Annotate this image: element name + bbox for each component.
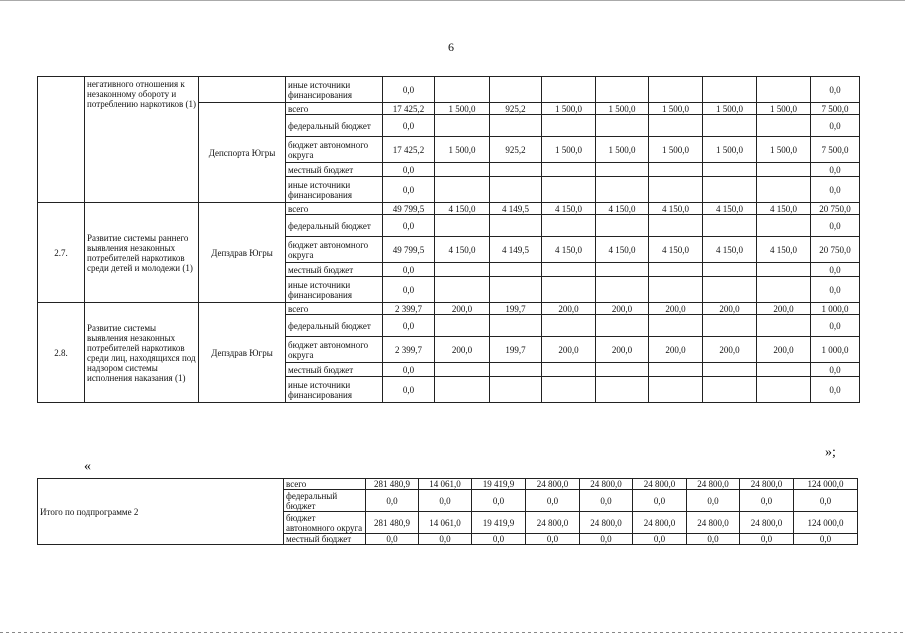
amount-cell: 200,0 — [757, 337, 811, 363]
amount-cell — [596, 115, 649, 137]
amount-cell: 14 061,0 — [419, 512, 472, 534]
item-number: 2.7. — [38, 203, 85, 303]
amount-cell: 0,0 — [419, 490, 472, 512]
amount-cell — [757, 215, 811, 237]
amount-cell: 24 800,0 — [633, 479, 687, 490]
amount-cell: 4 150,0 — [649, 203, 703, 215]
table-row — [38, 77, 860, 103]
funding-source: местный бюджет — [286, 163, 383, 177]
amount-cell — [542, 363, 596, 377]
amount-cell: 0,0 — [811, 315, 860, 337]
amount-cell: 4 150,0 — [703, 203, 757, 215]
amount-cell: 24 800,0 — [526, 479, 580, 490]
page-number: 6 — [448, 40, 454, 54]
amount-cell — [703, 115, 757, 137]
amount-cell — [490, 315, 542, 337]
amount-cell — [703, 363, 757, 377]
amount-cell — [649, 163, 703, 177]
amount-cell — [649, 377, 703, 403]
amount-cell — [757, 115, 811, 137]
amount-cell — [490, 277, 542, 303]
amount-cell: 200,0 — [542, 337, 596, 363]
amount-cell: 0,0 — [811, 263, 860, 277]
amount-cell: 0,0 — [580, 534, 633, 545]
amount-cell — [757, 315, 811, 337]
amount-cell: 124 000,0 — [794, 512, 858, 534]
close-quote-mark: »; — [825, 445, 836, 460]
amount-cell: 4 150,0 — [649, 237, 703, 263]
amount-cell: 19 419,9 — [472, 512, 526, 534]
amount-cell — [542, 263, 596, 277]
funding-source: иные источники финансирования — [286, 277, 383, 303]
amount-cell: 4 150,0 — [757, 203, 811, 215]
amount-cell: 0,0 — [383, 377, 435, 403]
amount-cell — [757, 77, 811, 103]
item-number — [38, 77, 85, 203]
amount-cell — [757, 177, 811, 203]
amount-cell — [703, 77, 757, 103]
amount-cell: 49 799,5 — [383, 203, 435, 215]
amount-cell — [596, 263, 649, 277]
amount-cell: 0,0 — [383, 263, 435, 277]
amount-cell: 200,0 — [703, 337, 757, 363]
funding-source: бюджет автономного округа — [286, 337, 383, 363]
amount-cell — [596, 363, 649, 377]
amount-cell — [703, 315, 757, 337]
amount-cell — [757, 263, 811, 277]
amount-cell: 0,0 — [811, 363, 860, 377]
amount-cell: 24 800,0 — [740, 512, 794, 534]
amount-cell: 0,0 — [794, 534, 858, 545]
amount-cell — [435, 315, 490, 337]
amount-cell: 4 150,0 — [703, 237, 757, 263]
total-row — [38, 479, 858, 490]
amount-cell: 0,0 — [633, 534, 687, 545]
scan-edge-top — [0, 0, 905, 1]
amount-cell: 17 425,2 — [383, 103, 435, 115]
amount-cell: 1 500,0 — [703, 137, 757, 163]
funding-source: всего — [286, 303, 383, 315]
amount-cell: 1 500,0 — [757, 137, 811, 163]
amount-cell: 0,0 — [687, 490, 740, 512]
amount-cell: 4 150,0 — [435, 237, 490, 263]
funding-source: бюджет автономного округа — [286, 237, 383, 263]
amount-cell: 0,0 — [383, 177, 435, 203]
amount-cell: 200,0 — [542, 303, 596, 315]
amount-cell: 1 500,0 — [596, 103, 649, 115]
amount-cell — [649, 115, 703, 137]
amount-cell: 0,0 — [687, 534, 740, 545]
funding-source: иные источники финансирования — [286, 77, 383, 103]
amount-cell: 4 149,5 — [490, 203, 542, 215]
amount-cell — [649, 363, 703, 377]
amount-cell — [435, 77, 490, 103]
amount-cell — [649, 277, 703, 303]
amount-cell: 0,0 — [472, 534, 526, 545]
amount-cell: 0,0 — [383, 215, 435, 237]
amount-cell: 0,0 — [811, 163, 860, 177]
amount-cell — [435, 263, 490, 277]
amount-cell: 2 399,7 — [383, 303, 435, 315]
amount-cell: 0,0 — [383, 163, 435, 177]
amount-cell: 199,7 — [490, 337, 542, 363]
amount-cell: 0,0 — [366, 534, 419, 545]
amount-cell — [490, 377, 542, 403]
amount-cell: 0,0 — [383, 77, 435, 103]
amount-cell — [757, 163, 811, 177]
amount-cell: 1 500,0 — [649, 137, 703, 163]
total-label: Итого по подпрограмме 2 — [38, 479, 284, 545]
amount-cell: 4 149,5 — [490, 237, 542, 263]
table-row — [38, 303, 860, 315]
amount-cell — [596, 163, 649, 177]
amount-cell — [490, 177, 542, 203]
amount-cell: 2 399,7 — [383, 337, 435, 363]
amount-cell — [490, 363, 542, 377]
funding-source: всего — [286, 103, 383, 115]
funding-source: местный бюджет — [286, 263, 383, 277]
amount-cell: 0,0 — [526, 490, 580, 512]
amount-cell — [542, 315, 596, 337]
amount-cell: 1 500,0 — [596, 137, 649, 163]
funding-source: иные источники финансирования — [286, 377, 383, 403]
amount-cell: 24 800,0 — [633, 512, 687, 534]
amount-cell: 0,0 — [383, 277, 435, 303]
amount-cell — [542, 215, 596, 237]
amount-cell: 200,0 — [703, 303, 757, 315]
amount-cell — [703, 263, 757, 277]
amount-cell: 0,0 — [811, 377, 860, 403]
amount-cell: 4 150,0 — [757, 237, 811, 263]
amount-cell: 0,0 — [633, 490, 687, 512]
amount-cell — [703, 215, 757, 237]
executor-cell-prev — [199, 77, 286, 103]
funding-source: иные источники финансирования — [286, 177, 383, 203]
amount-cell: 20 750,0 — [811, 237, 860, 263]
amount-cell: 0,0 — [740, 534, 794, 545]
amount-cell — [435, 377, 490, 403]
open-quote-mark: « — [84, 459, 91, 474]
amount-cell: 4 150,0 — [596, 203, 649, 215]
amount-cell — [757, 277, 811, 303]
amount-cell: 200,0 — [596, 337, 649, 363]
amount-cell: 14 061,0 — [419, 479, 472, 490]
amount-cell — [596, 315, 649, 337]
amount-cell: 4 150,0 — [542, 203, 596, 215]
amount-cell: 200,0 — [435, 303, 490, 315]
program-table — [37, 76, 860, 403]
amount-cell — [596, 177, 649, 203]
funding-source: всего — [284, 479, 366, 490]
amount-cell: 0,0 — [811, 215, 860, 237]
funding-source: федеральный бюджет — [286, 215, 383, 237]
amount-cell — [596, 215, 649, 237]
item-objective: Развитие системы раннего выявления незаконных потребителей наркотиков среди детей и молодежи (1) — [85, 203, 199, 303]
amount-cell: 0,0 — [383, 363, 435, 377]
executor-name: Депздрав Югры — [199, 303, 286, 403]
amount-cell — [490, 215, 542, 237]
amount-cell: 1 500,0 — [435, 103, 490, 115]
table-row — [38, 203, 860, 215]
amount-cell: 0,0 — [580, 490, 633, 512]
amount-cell: 0,0 — [811, 115, 860, 137]
amount-cell — [703, 377, 757, 403]
amount-cell: 1 500,0 — [435, 137, 490, 163]
amount-cell — [703, 163, 757, 177]
amount-cell — [542, 77, 596, 103]
amount-cell — [649, 315, 703, 337]
amount-cell — [757, 377, 811, 403]
amount-cell: 0,0 — [383, 315, 435, 337]
amount-cell: 200,0 — [435, 337, 490, 363]
amount-cell — [435, 215, 490, 237]
amount-cell: 124 000,0 — [794, 479, 858, 490]
amount-cell: 0,0 — [472, 490, 526, 512]
amount-cell: 4 150,0 — [435, 203, 490, 215]
executor-name: Депспорта Югры — [199, 103, 286, 203]
amount-cell: 281 480,9 — [366, 479, 419, 490]
amount-cell — [490, 163, 542, 177]
amount-cell: 0,0 — [811, 277, 860, 303]
amount-cell — [542, 177, 596, 203]
amount-cell: 0,0 — [794, 490, 858, 512]
amount-cell: 1 500,0 — [542, 137, 596, 163]
funding-source: федеральный бюджет — [286, 315, 383, 337]
amount-cell — [757, 363, 811, 377]
amount-cell — [649, 77, 703, 103]
amount-cell: 7 500,0 — [811, 137, 860, 163]
amount-cell: 24 800,0 — [526, 512, 580, 534]
amount-cell — [435, 277, 490, 303]
amount-cell — [596, 377, 649, 403]
amount-cell: 4 150,0 — [542, 237, 596, 263]
amount-cell: 1 500,0 — [703, 103, 757, 115]
item-objective: негативного отношения к незаконному обороту и потреблению наркотиков (1) — [85, 77, 199, 203]
amount-cell: 4 150,0 — [596, 237, 649, 263]
amount-cell: 0,0 — [366, 490, 419, 512]
amount-cell — [649, 263, 703, 277]
amount-cell: 200,0 — [649, 337, 703, 363]
amount-cell: 49 799,5 — [383, 237, 435, 263]
funding-source: всего — [286, 203, 383, 215]
item-objective: Развитие системы выявления незаконных потребителей наркотиков среди лиц, находящихся под надзором системы исполнения наказания (1) — [85, 303, 199, 403]
amount-cell: 0,0 — [419, 534, 472, 545]
amount-cell — [542, 377, 596, 403]
funding-source: федеральный бюджет — [286, 115, 383, 137]
amount-cell: 20 750,0 — [811, 203, 860, 215]
amount-cell: 0,0 — [740, 490, 794, 512]
amount-cell: 1 500,0 — [757, 103, 811, 115]
amount-cell — [435, 163, 490, 177]
amount-cell — [596, 277, 649, 303]
amount-cell: 0,0 — [811, 177, 860, 203]
amount-cell: 1 000,0 — [811, 303, 860, 315]
amount-cell — [490, 263, 542, 277]
amount-cell: 7 500,0 — [811, 103, 860, 115]
subprogram-total-table — [37, 478, 858, 545]
amount-cell: 281 480,9 — [366, 512, 419, 534]
amount-cell: 925,2 — [490, 103, 542, 115]
amount-cell: 0,0 — [526, 534, 580, 545]
amount-cell: 19 419,9 — [472, 479, 526, 490]
amount-cell — [542, 115, 596, 137]
amount-cell — [542, 163, 596, 177]
amount-cell: 1 500,0 — [542, 103, 596, 115]
amount-cell — [596, 77, 649, 103]
amount-cell — [542, 277, 596, 303]
funding-source: бюджет автономного округа — [286, 137, 383, 163]
amount-cell: 200,0 — [649, 303, 703, 315]
amount-cell: 199,7 — [490, 303, 542, 315]
amount-cell: 200,0 — [757, 303, 811, 315]
amount-cell: 24 800,0 — [740, 479, 794, 490]
amount-cell — [649, 215, 703, 237]
amount-cell: 24 800,0 — [687, 512, 740, 534]
amount-cell — [435, 363, 490, 377]
amount-cell: 925,2 — [490, 137, 542, 163]
amount-cell — [649, 177, 703, 203]
amount-cell: 24 800,0 — [580, 512, 633, 534]
amount-cell: 17 425,2 — [383, 137, 435, 163]
item-number: 2.8. — [38, 303, 85, 403]
funding-source: бюджет автономного округа — [284, 512, 366, 534]
amount-cell — [490, 77, 542, 103]
executor-name: Депздрав Югры — [199, 203, 286, 303]
amount-cell — [703, 277, 757, 303]
funding-source: местный бюджет — [284, 534, 366, 545]
amount-cell — [435, 177, 490, 203]
amount-cell: 24 800,0 — [580, 479, 633, 490]
amount-cell: 24 800,0 — [687, 479, 740, 490]
amount-cell: 200,0 — [596, 303, 649, 315]
funding-source: федеральный бюджет — [284, 490, 366, 512]
scan-edge-bottom — [0, 632, 905, 633]
amount-cell: 0,0 — [811, 77, 860, 103]
funding-source: местный бюджет — [286, 363, 383, 377]
amount-cell: 1 000,0 — [811, 337, 860, 363]
amount-cell — [435, 115, 490, 137]
amount-cell: 0,0 — [383, 115, 435, 137]
amount-cell — [703, 177, 757, 203]
amount-cell: 1 500,0 — [649, 103, 703, 115]
amount-cell — [490, 115, 542, 137]
